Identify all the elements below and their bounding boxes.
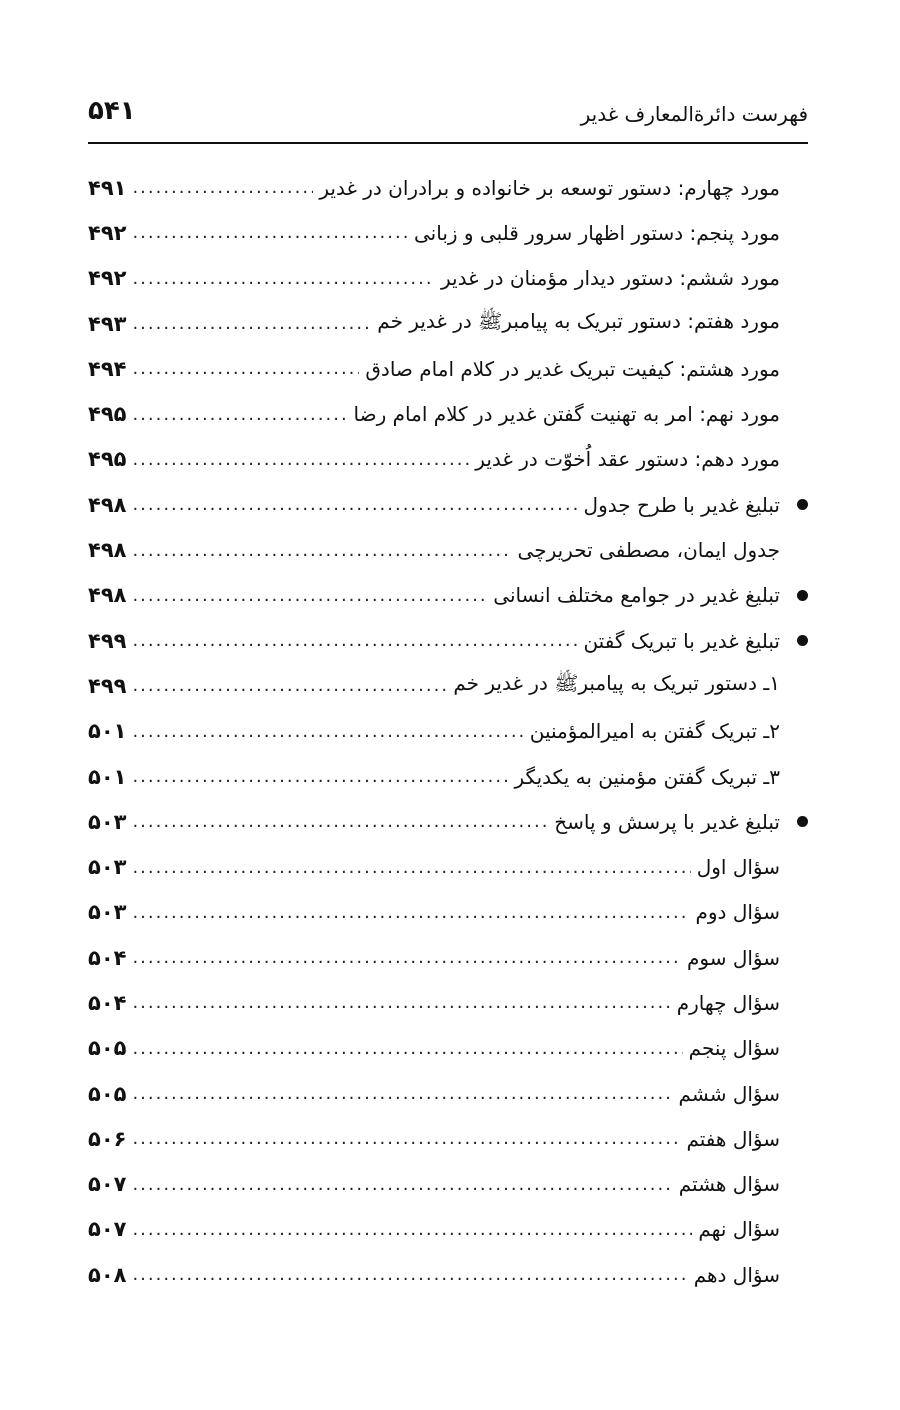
dot-leader xyxy=(132,721,523,742)
toc-entry-page: ۵۰۳ xyxy=(88,855,127,880)
toc-entry[interactable] xyxy=(88,799,808,844)
toc-entry-page: ۵۰۳ xyxy=(88,900,127,925)
dot-leader xyxy=(132,766,508,787)
toc-entry-page: ۴۹۲ xyxy=(88,266,127,291)
toc-entry-title: ۱ـ دستور تبریک به پیامبرﷺ در غدیر خم xyxy=(453,671,780,696)
toc-entry-title: سؤال اول xyxy=(696,855,780,880)
toc-entry-page: ۵۰۱ xyxy=(88,764,127,789)
toc-entry-title: تبلیغ غدیر با پرسش و پاسخ xyxy=(554,809,780,834)
toc-entry[interactable] xyxy=(88,890,780,935)
toc-entry[interactable] xyxy=(88,935,780,980)
toc-entry-page: ۵۰۷ xyxy=(88,1172,127,1197)
toc-entry[interactable] xyxy=(88,256,780,301)
page-number: ۵۴۱ xyxy=(88,96,136,126)
toc-entry-title: سؤال هفتم xyxy=(686,1126,780,1151)
toc-entry-page: ۴۹۸ xyxy=(88,492,127,517)
dot-leader xyxy=(132,1128,680,1149)
dot-leader xyxy=(132,947,681,968)
dot-leader xyxy=(132,222,408,243)
toc-entry-title: مورد هشتم: کیفیت تبریک غدیر در کلام امام صادق xyxy=(365,356,780,381)
toc-entry[interactable] xyxy=(88,527,780,572)
dot-leader xyxy=(132,992,670,1013)
bullet-icon xyxy=(797,816,808,827)
toc-entry[interactable] xyxy=(88,346,780,391)
toc-entry-page: ۴۹۴ xyxy=(88,356,127,381)
toc-entry[interactable] xyxy=(88,618,808,663)
toc-entry-title: مورد هفتم: دستور تبریک به پیامبرﷺ در غدیر خم xyxy=(377,309,780,334)
toc-entry-title: مورد نهم: امر به تهنیت گفتن غدیر در کلام امام رضا xyxy=(353,402,780,427)
toc-entry-title: سؤال دهم xyxy=(693,1262,780,1287)
toc-entry[interactable] xyxy=(88,165,780,210)
dot-leader xyxy=(132,1264,687,1285)
toc-entry-page: ۴۹۲ xyxy=(88,220,127,245)
toc-entry-title: سؤال نهم xyxy=(698,1217,780,1242)
toc-entry-page: ۴۹۵ xyxy=(88,447,127,472)
toc-entry-title: مورد پنجم: دستور اظهار سرور قلبی و زبانی xyxy=(413,220,780,245)
dot-leader xyxy=(132,585,487,606)
toc-entry[interactable] xyxy=(88,663,780,708)
toc-entry[interactable] xyxy=(88,391,780,436)
toc-entry[interactable] xyxy=(88,1071,780,1116)
toc-entry-title: سؤال ششم xyxy=(678,1081,780,1106)
toc-entry-title: مورد چهارم: دستور توسعه بر خانواده و برادران در غدیر xyxy=(319,175,780,200)
toc-entry[interactable] xyxy=(88,210,780,255)
toc-entry-page: ۵۰۷ xyxy=(88,1217,127,1242)
dot-leader xyxy=(132,358,359,379)
dot-leader xyxy=(132,1083,672,1104)
dot-leader xyxy=(132,675,447,696)
toc-entry[interactable] xyxy=(88,437,780,482)
dot-leader xyxy=(132,268,435,289)
toc-entry-page: ۵۰۵ xyxy=(88,1081,127,1106)
bullet-icon xyxy=(797,635,808,646)
toc-entry[interactable] xyxy=(88,754,780,799)
dot-leader xyxy=(132,494,577,515)
toc-entry-page: ۵۰۱ xyxy=(88,719,127,744)
toc-entry-page: ۴۹۳ xyxy=(88,311,127,336)
dot-leader xyxy=(132,313,371,334)
bullet-icon xyxy=(797,499,808,510)
dot-leader xyxy=(132,1174,672,1195)
dot-leader xyxy=(132,449,469,470)
dot-leader xyxy=(132,630,577,651)
toc-entry-page: ۵۰۴ xyxy=(88,990,127,1015)
header-rule xyxy=(88,142,808,144)
toc-entry-title: سؤال پنجم xyxy=(688,1036,780,1061)
toc-entry-title: مورد ششم: دستور دیدار مؤمنان در غدیر xyxy=(441,266,780,291)
toc-entry[interactable] xyxy=(88,573,808,618)
toc-entry-title: مورد دهم: دستور عقد اُخوّت در غدیر xyxy=(475,447,780,472)
toc-entry-page: ۴۹۹ xyxy=(88,628,127,653)
bullet-icon xyxy=(797,590,808,601)
toc-entry[interactable] xyxy=(88,482,808,527)
toc-entry[interactable] xyxy=(88,1162,780,1207)
toc-entry-title: تبلیغ غدیر با طرح جدول xyxy=(583,492,780,517)
toc-entry-title: سؤال سوم xyxy=(686,945,780,970)
toc-entry-title: ۳ـ تبریک گفتن مؤمنین به یکدیگر xyxy=(514,764,780,789)
toc-entry[interactable] xyxy=(88,980,780,1025)
toc-entry-title: جدول ایمان، مصطفی تحریرچی xyxy=(517,538,780,563)
toc-entry[interactable] xyxy=(88,1252,780,1297)
table-of-contents xyxy=(88,165,780,1297)
toc-entry-page: ۴۹۹ xyxy=(88,673,127,698)
toc-entry-page: ۵۰۴ xyxy=(88,945,127,970)
toc-entry-page: ۵۰۳ xyxy=(88,809,127,834)
toc-entry-page: ۵۰۵ xyxy=(88,1036,127,1061)
dot-leader xyxy=(132,177,313,198)
toc-entry-page: ۵۰۶ xyxy=(88,1126,127,1151)
dot-leader xyxy=(132,902,689,923)
toc-entry[interactable] xyxy=(88,1116,780,1161)
toc-entry-page: ۴۹۱ xyxy=(88,175,127,200)
toc-entry-title: سؤال هشتم xyxy=(678,1172,780,1197)
dot-leader xyxy=(132,404,347,425)
toc-entry-title: تبلیغ غدیر با تبریک گفتن xyxy=(583,628,780,653)
toc-entry-page: ۴۹۸ xyxy=(88,583,127,608)
dot-leader xyxy=(132,811,548,832)
toc-entry-page: ۴۹۵ xyxy=(88,402,127,427)
toc-entry-page: ۴۹۸ xyxy=(88,538,127,563)
toc-entry[interactable] xyxy=(88,301,780,346)
toc-entry[interactable] xyxy=(88,1207,780,1252)
toc-entry-title: سؤال دوم xyxy=(695,900,780,925)
running-title: فهرست دائرةالمعارف غدیر xyxy=(580,102,808,126)
dot-leader xyxy=(132,540,511,561)
page-header xyxy=(88,92,808,140)
toc-entry[interactable] xyxy=(88,1026,780,1071)
toc-entry[interactable] xyxy=(88,709,780,754)
toc-entry-page: ۵۰۸ xyxy=(88,1262,127,1287)
toc-entry-title: تبلیغ غدیر در جوامع مختلف انسانی xyxy=(493,583,780,608)
dot-leader xyxy=(132,1038,682,1059)
toc-entry-title: ۲ـ تبریک گفتن به امیرالمؤمنین xyxy=(529,719,780,744)
toc-entry[interactable] xyxy=(88,844,780,889)
dot-leader xyxy=(132,857,690,878)
dot-leader xyxy=(132,1219,692,1240)
toc-entry-title: سؤال چهارم xyxy=(676,990,780,1015)
